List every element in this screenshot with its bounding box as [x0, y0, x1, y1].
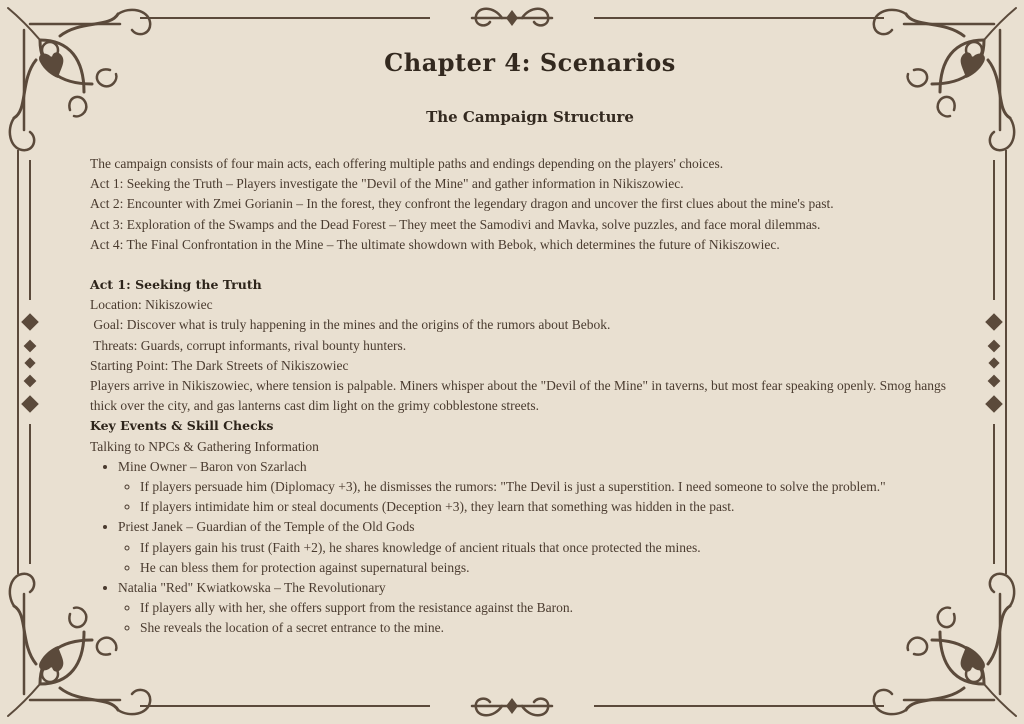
list-item: ◦ She reveals the location of a secret entrance to the mine.	[140, 618, 970, 638]
npc-list	[90, 457, 970, 639]
chapter-title: Chapter 4: Scenarios	[384, 48, 676, 77]
act1-goal: Goal: Discover what is truly happening in the mines and the origins of the rumors about Bebok.	[90, 317, 611, 333]
npc-detail-list	[118, 598, 970, 638]
npc-name: Natalia "Red" Kwiatkowska – The Revolutionary	[118, 580, 386, 596]
list-item: ◦ If players gain his trust (Faith +2), he shares knowledge of ancient rituals that once protected the mines.	[140, 538, 970, 558]
npc-name: Mine Owner – Baron von Szarlach	[118, 458, 307, 474]
act1-location: Location: Nikiszowiec	[90, 297, 213, 313]
act-summary-3: Act 3: Exploration of the Swamps and the Dead Forest – They meet the Samodivi and Mavka, solve puzzles, and face moral dilemmas.	[90, 216, 821, 232]
body-text	[90, 154, 970, 639]
list-item	[118, 457, 970, 518]
act1-description: Players arrive in Nikiszowiec, where tension is palpable. Miners whisper about the "Devil of the Mine" in taverns, but most fear speaking openly. Smog hangs thick over the city, and gas lanterns cast dim light on the grimy cobblestone streets.	[90, 378, 946, 414]
npc-detail-list	[118, 538, 970, 578]
act-summary-2: Act 2: Encounter with Zmei Gorianin – In the forest, they confront the legendary dragon and uncover the first clues about the mine's past.	[90, 196, 834, 212]
npc-name: Priest Janek – Guardian of the Temple of the Old Gods	[118, 519, 415, 535]
list-item: ◦ If players persuade him (Diplomacy +3), he dismisses the rumors: "The Devil is just a superstition. I need someone to solve the problem."	[140, 477, 970, 497]
list-item: ◦ If players intimidate him or steal documents (Deception +3), they learn that something was hidden in the past.	[140, 497, 970, 517]
section-title: The Campaign Structure	[426, 108, 634, 126]
act1-threats: Threats: Guards, corrupt informants, rival bounty hunters.	[90, 337, 407, 353]
npc-detail-list	[118, 477, 970, 517]
list-item	[118, 517, 970, 578]
act-summary-4: Act 4: The Final Confrontation in the Mine – The ultimate showdown with Bebok, which determines the future of Nikiszowiec.	[90, 236, 780, 252]
list-item	[118, 578, 970, 639]
intro-paragraph: The campaign consists of four main acts, each offering multiple paths and endings depending on the players' choices.	[90, 156, 724, 171]
spacer	[90, 255, 970, 275]
key-events-heading: Key Events & Skill Checks	[90, 418, 274, 434]
act1-heading: Act 1: Seeking the Truth	[90, 277, 262, 293]
act-summary-1: Act 1: Seeking the Truth – Players investigate the "Devil of the Mine" and gather information in Nikiszowiec.	[90, 176, 684, 192]
act1-starting-point: Starting Point: The Dark Streets of Nikiszowiec	[90, 357, 349, 373]
list-item: ◦ He can bless them for protection against supernatural beings.	[140, 558, 970, 578]
list-item: ◦ If players ally with her, she offers support from the resistance against the Baron.	[140, 598, 970, 618]
key-events-subheading: Talking to NPCs & Gathering Information	[90, 438, 319, 454]
